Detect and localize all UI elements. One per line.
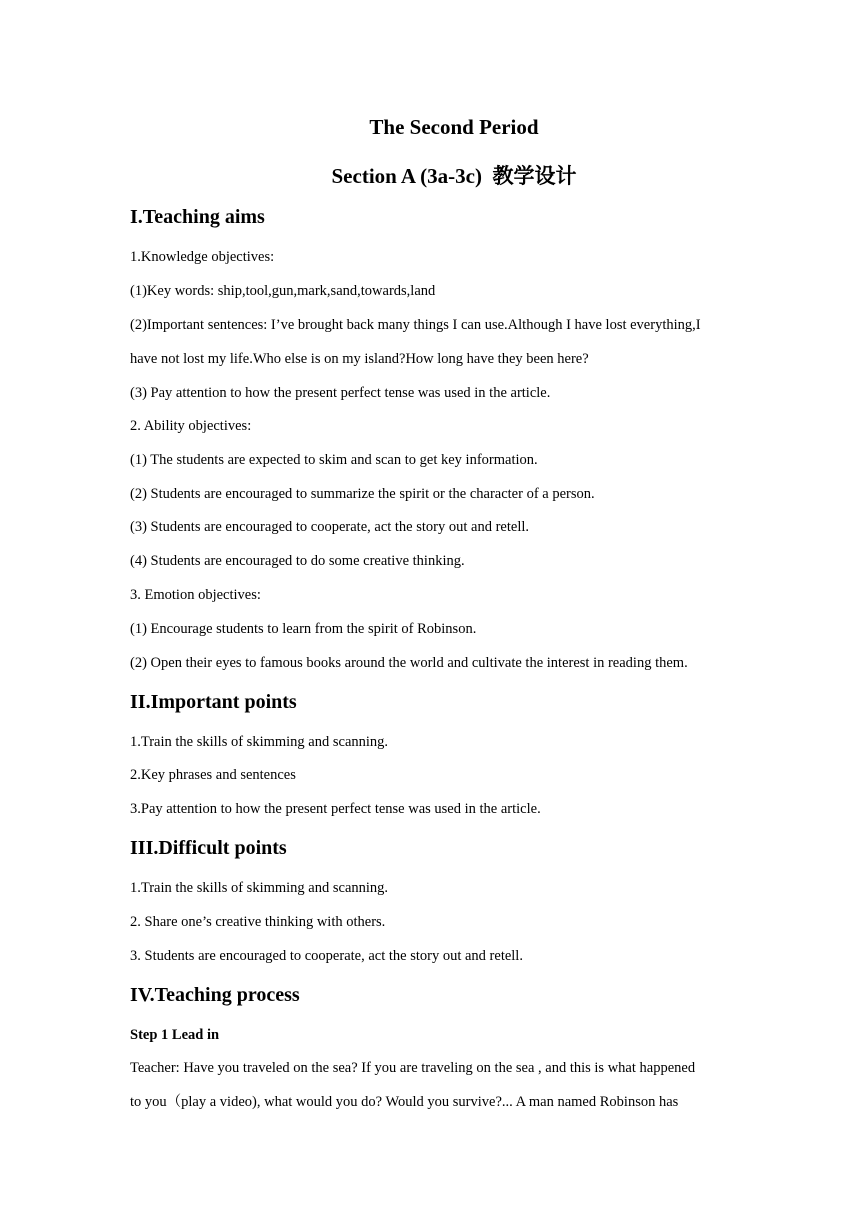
aims-line: (2)Important sentences: I’ve brought back many things I can use.Although I have lost everything,I [130,317,701,333]
subtitle-chinese: 教学设计 [492,164,577,188]
aims-line: 3. Emotion objectives: [130,587,261,603]
document-title: The Second Period [369,115,539,139]
aims-line: (4) Students are encouraged to do some creative thinking. [130,553,465,569]
important-line: 3.Pay attention to how the present perfect tense was used in the article. [130,801,541,817]
difficult-line: 3. Students are encouraged to cooperate, act the story out and retell. [130,948,523,964]
subtitle-english: Section A (3a-3c) [331,164,482,188]
process-line: to you（play a video), what would you do? Would you survive?... A man named Robinson has [130,1094,679,1110]
heading-teaching-aims: I.Teaching aims [130,206,265,228]
aims-line: (3) Pay attention to how the present perfect tense was used in the article. [130,385,551,401]
aims-line: (2) Students are encouraged to summarize the spirit or the character of a person. [130,486,595,502]
aims-line: (1)Key words: ship,tool,gun,mark,sand,towards,land [130,283,436,299]
step-heading: Step 1 Lead in [130,1027,220,1043]
difficult-line: 2. Share one’s creative thinking with others. [130,914,386,930]
aims-line: (1) Encourage students to learn from the spirit of Robinson. [130,621,477,637]
important-line: 2.Key phrases and sentences [130,767,296,783]
difficult-line: 1.Train the skills of skimming and scanning. [130,880,389,896]
aims-line: have not lost my life.Who else is on my island?How long have they been here? [130,351,589,367]
document-subtitle [0,160,860,190]
aims-line: (1) The students are expected to skim and scan to get key information. [130,452,538,468]
aims-line: (3) Students are encouraged to cooperate, act the story out and retell. [130,519,529,535]
important-line: 1.Train the skills of skimming and scanning. [130,734,389,750]
heading-difficult-points: III.Difficult points [130,837,287,859]
process-line: Teacher: Have you traveled on the sea? If you are traveling on the sea , and this is what happened [130,1060,696,1076]
heading-important-points: II.Important points [130,691,297,713]
heading-teaching-process: IV.Teaching process [130,984,300,1006]
aims-line: (2) Open their eyes to famous books around the world and cultivate the interest in reading them. [130,655,688,671]
aims-line: 1.Knowledge objectives: [130,249,275,265]
aims-line: 2. Ability objectives: [130,418,252,434]
